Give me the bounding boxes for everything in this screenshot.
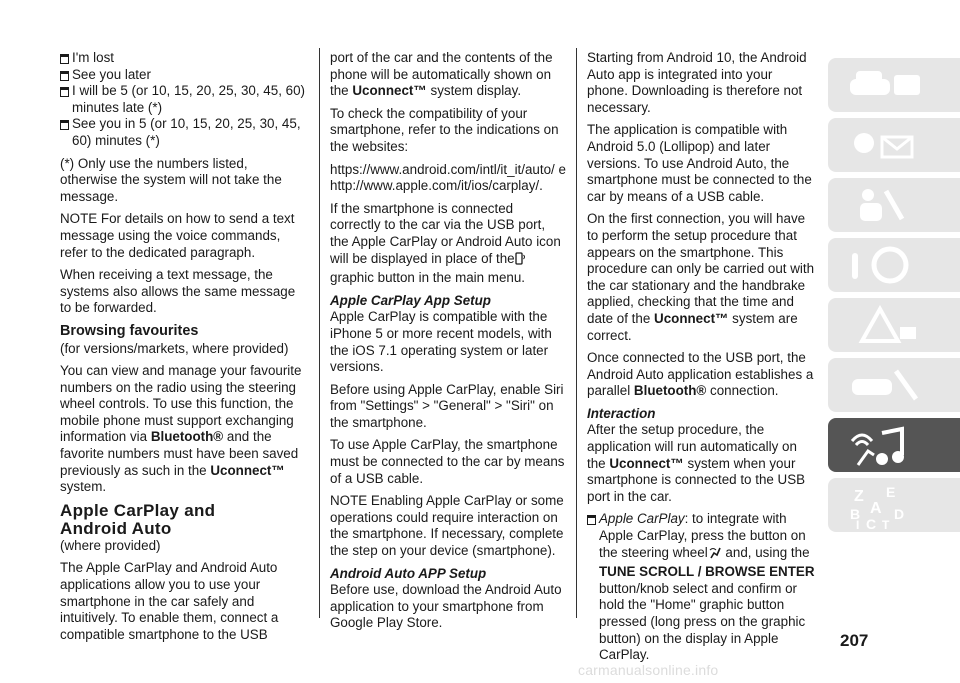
list-item: Apple CarPlay: to integrate with Apple CarPlay, press the button on the steering wheel and, using the TUNE SCROLL / BROWSE ENTER button/knob select and confirm or hold the "Home" graphic button pressed (long press on the graphic button) on the display in Apple CarPlay. (587, 511, 815, 663)
paragraph: Starting from Android 10, the Android Auto app is integrated into your phone. Downloading is therefore not necessary. (587, 50, 807, 115)
index-letter: E (886, 485, 896, 500)
paragraph: On the first connection, you will have to perform the setup procedure that appears on the smartphone. This procedure can only be carried out with the car stationary and the handbrake applied, checking that the time and date of the Uconnect™ system are correct. (587, 211, 815, 343)
safety-icon (846, 185, 926, 225)
steering-wheel-icon (846, 245, 926, 285)
emergency-icon (846, 305, 926, 345)
tab-index[interactable] (828, 478, 960, 532)
smartphone-icon (515, 252, 526, 271)
list-item: See you in 5 (or 10, 15, 20, 25, 30, 45, 60) minutes (*) (60, 116, 308, 149)
urls: https://www.android.com/intl/it_it/auto/ e http://www.apple.com/it/ios/carplay/. (330, 161, 566, 194)
index-letter: D (894, 506, 905, 522)
bullet-icon (60, 87, 69, 97)
section-heading: Interaction (587, 405, 656, 421)
list-item: I will be 5 (or 10, 15, 20, 25, 30, 45, 60) minutes late (*) (60, 83, 308, 116)
tab-driving[interactable] (828, 238, 960, 292)
paragraph: Once connected to the USB port, the Android Auto application establishes a parallel Bluetooth® connection. (587, 350, 814, 399)
chapter-heading: Apple CarPlay and Android Auto (60, 500, 216, 538)
index-letter: C (866, 516, 877, 529)
index-letter: A (870, 500, 882, 517)
bullet-icon (60, 71, 69, 81)
chapter-tabs (828, 58, 960, 538)
note-text: NOTE Enabling Apple CarPlay or some operations could require interaction on the smartphone. If necessary, complete the step on your device (smartphone). (330, 493, 564, 559)
warning-lights-icon (846, 125, 926, 165)
paragraph: Before using Apple CarPlay, enable Siri from "Settings" > "General" > "Siri" on the smartphone. (330, 381, 564, 430)
car-dashboard-icon (846, 65, 926, 105)
multimedia-icon (846, 425, 926, 469)
page-number: 207 (840, 631, 869, 650)
section-heading: Browsing favourites (60, 322, 199, 339)
column-2 (330, 50, 566, 638)
column-divider (319, 48, 320, 618)
list-item: I'm lost (60, 50, 308, 67)
tab-multimedia[interactable] (828, 418, 960, 472)
column-3 (587, 50, 815, 664)
section-heading: Android Auto APP Setup (330, 565, 487, 581)
paragraph: When receiving a text message, the systems also allows the same message to be forwarded. (60, 267, 296, 316)
list-item: See you later (60, 67, 308, 84)
paragraph: After the setup procedure, the application will run automatically on the Uconnect™ system when your smartphone is connected to the USB port in the car. (587, 422, 806, 504)
bullet-icon (587, 515, 596, 525)
index-letter: Z (854, 488, 864, 505)
section-subheading: (where provided) (60, 537, 161, 553)
index-letter: T (882, 518, 890, 529)
tab-emergency[interactable] (828, 298, 960, 352)
column-1 (60, 50, 308, 649)
tab-safety[interactable] (828, 178, 960, 232)
note-text: NOTE For details on how to send a text message using the voice commands, refer to the dedicated paragraph. (60, 211, 295, 260)
voice-command-icon (708, 546, 722, 565)
section-subheading: (for versions/markets, where provided) (60, 340, 289, 356)
paragraph: To use Apple CarPlay, the smartphone must be connected to the car by means of a USB cable. (330, 437, 565, 486)
tab-car-dashboard[interactable] (828, 58, 960, 112)
maintenance-icon (846, 365, 926, 405)
paragraph: You can view and manage your favourite numbers on the radio using the steering wheel controls. To use this function, the mobile phone must support exchanging information via Bluetooth® and the favorite numbers must have been saved previously as such in the Uconnect™ system. (60, 363, 302, 495)
index-letter: I (856, 518, 860, 529)
paragraph: Apple CarPlay is compatible with the iPhone 5 or more recent models, with the iOS 7.1 operating system or later versions. (330, 309, 552, 375)
tab-warning-lights[interactable] (828, 118, 960, 172)
watermark: carmanualsonline.info (578, 662, 719, 678)
bullet-icon (60, 54, 69, 64)
section-heading: Apple CarPlay App Setup (330, 292, 491, 308)
paragraph: If the smartphone is connected correctly to the car via the USB port, the Apple CarPlay or Android Auto icon will be displayed in place of the graphic button in the main menu. (330, 200, 561, 286)
bullet-icon (60, 120, 69, 130)
tab-maintenance[interactable] (828, 358, 960, 412)
paragraph: Before use, download the Android Auto application to your smartphone from Google Play Store. (330, 582, 562, 631)
paragraph: To check the compatibility of your smartphone, refer to the indications on the websites: (330, 105, 559, 154)
index-letter: B (850, 506, 861, 522)
paragraph: The Apple CarPlay and Android Auto applications allow you to use your smartphone in the car safely and intuitively. To enable them, connect a compatible smartphone to the USB (60, 560, 279, 642)
paragraph: port of the car and the contents of the phone will be automatically shown on the Uconnect™ system display. (330, 50, 553, 99)
footnote: (*) Only use the numbers listed, otherwise the system will not take the message. (60, 155, 282, 204)
paragraph: The application is compatible with Android 5.0 (Lollipop) and later versions. To use Android Auto, the smartphone must be connected to the car by means of a USB cable. (587, 122, 812, 204)
index-icon (846, 485, 926, 529)
column-divider (576, 48, 577, 618)
